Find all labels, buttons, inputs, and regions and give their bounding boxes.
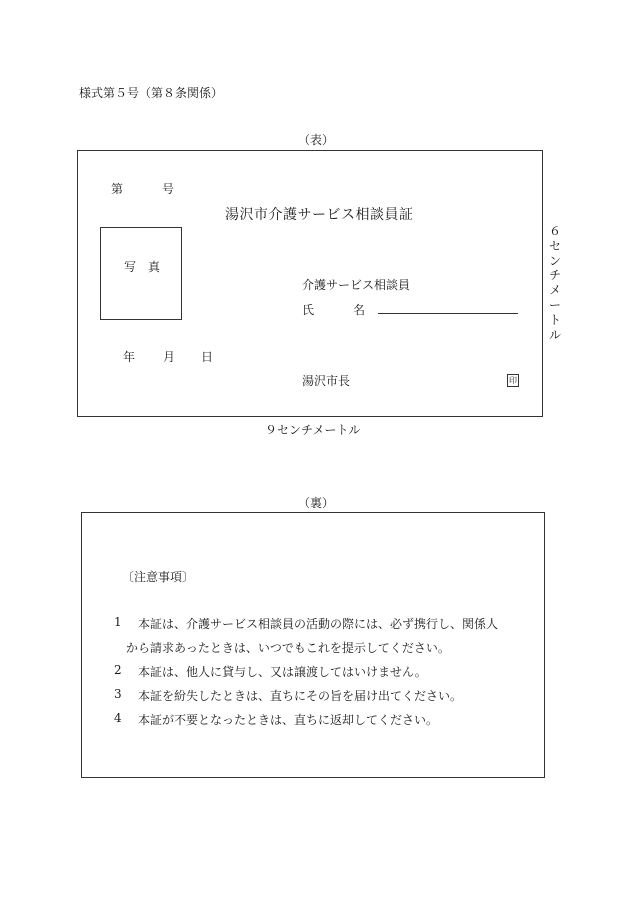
photo-box <box>100 227 182 320</box>
role-label: 介護サービス相談員 <box>302 278 411 292</box>
photo-label: 写 真 <box>124 260 161 274</box>
back-side-label: （裏） <box>298 496 335 510</box>
date-year-label: 年 <box>123 350 136 364</box>
seal-mark: 印 <box>509 376 517 385</box>
card-title: 湯沢市介護サービス相談員証 <box>225 207 414 223</box>
issuer-label: 湯沢市長 <box>302 374 351 388</box>
front-side-label: （表） <box>298 133 335 147</box>
note-text: 本証は、介護サービス相談員の活動の際には、必ず携行し、関係人 <box>138 617 499 631</box>
name-label-right: 名 <box>353 303 366 317</box>
note-text-continued: から請求あったときは、いつでもこれを提示してください。 <box>126 641 450 655</box>
width-dimension-label: ９センチメートル <box>265 423 361 437</box>
name-signature-line <box>378 313 518 314</box>
note-number: 2 <box>114 663 122 677</box>
number-label-left: 第 <box>111 182 124 196</box>
note-text: 本証を紛失したときは、直ちにその旨を届け出てください。 <box>138 689 463 703</box>
note-text: 本証は、他人に貸与し、又は譲渡してはいけません。 <box>138 665 427 679</box>
id-card-front <box>77 150 543 417</box>
date-month-label: 月 <box>163 350 176 364</box>
name-label-left: 氏 <box>302 303 315 317</box>
note-number: 1 <box>114 615 122 629</box>
height-dimension-label: ６センチメートル <box>548 224 561 342</box>
notes-heading: 〔注意事項〕 <box>122 570 195 584</box>
id-card-back <box>81 512 545 778</box>
date-day-label: 日 <box>201 350 214 364</box>
note-number: 3 <box>114 687 122 701</box>
form-number: 様式第５号（第８条関係） <box>79 86 224 100</box>
number-label-right: 号 <box>162 182 175 196</box>
note-number: 4 <box>114 711 122 725</box>
note-text: 本証が不要となったときは、直ちに返却してください。 <box>138 713 439 727</box>
